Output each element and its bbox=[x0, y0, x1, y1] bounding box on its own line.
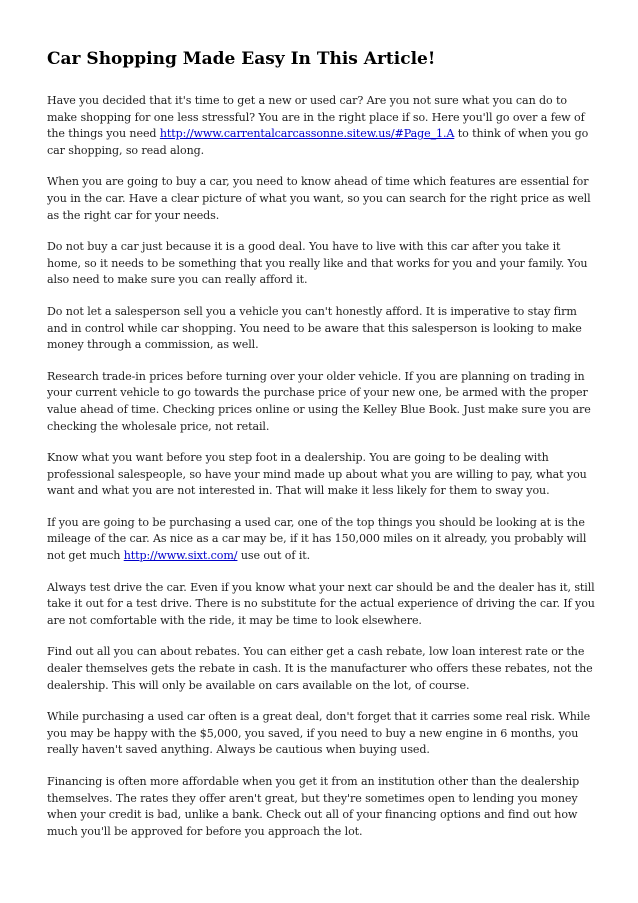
paragraph-features: When you are going to buy a car, you need to know ahead of time which features are essential for you in the car. Have a clear picture of what you want, so you can search for the right price as well as the right car for your needs. bbox=[47, 175, 591, 222]
paragraph-mileage bbox=[47, 515, 595, 565]
paragraph-text: If you are going to be purchasing a used car, one of the top things you should be looking at is the mileage of the car. As nice as a car may be, if it has 150,000 miles on it already, you probably will not get much bbox=[47, 515, 587, 563]
page-title: Car Shopping Made Easy In This Article! bbox=[47, 49, 436, 69]
paragraph-intro bbox=[47, 93, 595, 159]
paragraph-trade-in: Research trade-in prices before turning over your older vehicle. If you are planning on trading in your current vehicle to go towards the purchase price of your new one, be armed with the proper value ahead of time. Checking prices online or using the Kelley Blue Book. Just make sure you are checking the wholesale price, not retail. bbox=[47, 369, 591, 433]
paragraph-rebates: Find out all you can about rebates. You can either get a cash rebate, low loan interest rate or the dealer themselves gets the rebate in cash. It is the manufacturer who offers these rebates, not the dealership. This will only be available on cars available on the lot, of course. bbox=[47, 645, 593, 692]
paragraph-text: Have you decided that it's time to get a new or used car? Are you not sure what you can do to make shopping for one less stressful? You are in the right place if so. Here you'll go over a few of the things you need bbox=[47, 94, 585, 141]
paragraph-financing: Financing is often more affordable when you get it from an institution other than the dealership themselves. The rates they offer aren't great, but they're sometimes open to lending you money when your credit is bad, unlike a bank. Check out all of your financing options and find out how much you'll be approved for before you approach the lot. bbox=[47, 775, 580, 838]
paragraph-know-what-you-want: Know what you want before you step foot in a dealership. You are going to be dealing with professional salespeople, so have your mind made up about what you are willing to pay, what you want and what you are not interested in. That will make it less likely for them to sway you. bbox=[47, 451, 587, 498]
document-page bbox=[47, 48, 595, 855]
paragraph-text: use out of it. bbox=[237, 549, 311, 563]
paragraph-salesperson: Do not let a salesperson sell you a vehicle you can't honestly afford. It is imperative to stay firm and in control while car shopping. You need to be aware that this salesperson is looking to make money through a commission, as well. bbox=[47, 304, 582, 352]
paragraph-good-deal: Do not buy a car just because it is a good deal. You have to live with this car after you take it home, so it needs to be something that you really like and that works for you and your family. You also need to make sure you can really afford it. bbox=[47, 240, 588, 287]
paragraph-used-car-risk: While purchasing a used car often is a great deal, don't forget that it carries some real risk. While you may be happy with the $5,000, you saved, if you need to buy a new engine in 6 months, you really haven't saved anything. Always be cautious when buying used. bbox=[47, 710, 591, 757]
paragraph-test-drive: Always test drive the car. Even if you know what your next car should be and the dealer has it, still take it out for a test drive. There is no substitute for the actual experience of driving the car. If you are not comfortable with the ride, it may be time to look elsewhere. bbox=[47, 580, 595, 627]
sixt-link[interactable]: http://www.sixt.com/ bbox=[123, 549, 238, 563]
carrental-link[interactable]: http://www.carrentalcarcassonne.sitew.us/#Page_1.A bbox=[159, 127, 455, 141]
paragraph-text: to think of when you go car shopping, so read along. bbox=[47, 127, 589, 157]
